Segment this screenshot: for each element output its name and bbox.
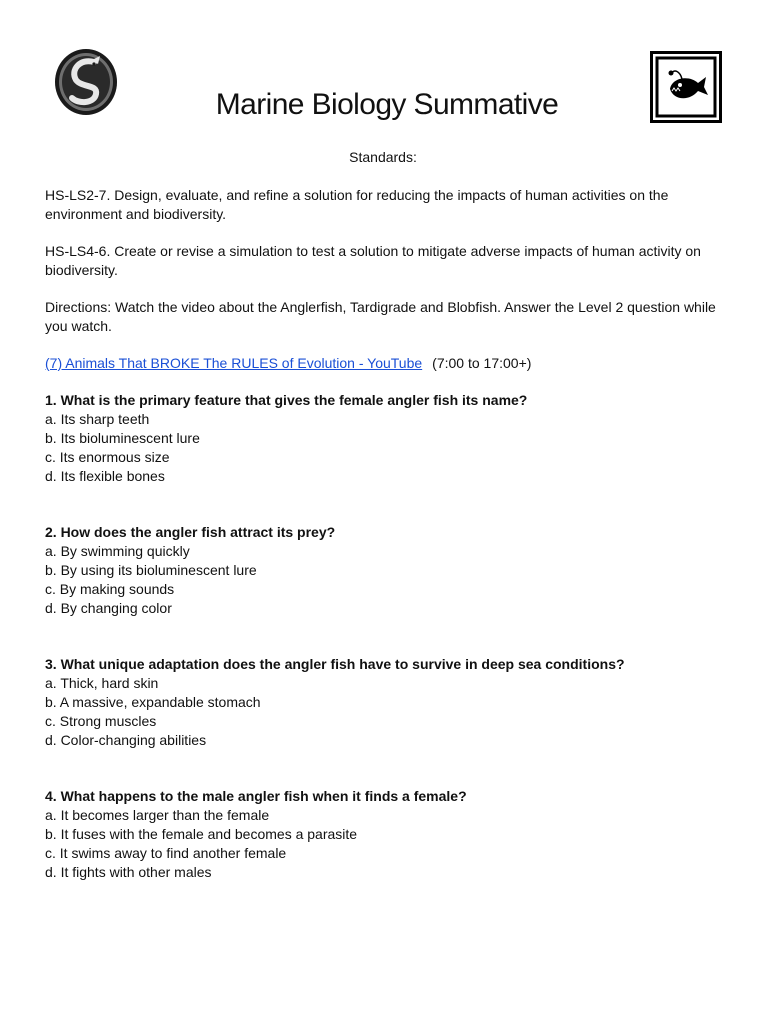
answer-option: a. It becomes larger than the female <box>45 807 270 823</box>
answer-option: b. It fuses with the female and becomes a parasite <box>45 826 358 842</box>
question-1 <box>45 391 725 486</box>
answer-option: d. Color-changing abilities <box>45 732 207 748</box>
answer-option: d. It fights with other males <box>45 864 212 880</box>
answer-option: d. By changing color <box>45 600 172 616</box>
video-timing: (7:00 to 17:00+) <box>432 355 532 371</box>
video-line <box>45 354 725 373</box>
question-text: 4. What happens to the male angler fish when it finds a female? <box>45 788 467 804</box>
answer-option: a. Its sharp teeth <box>45 411 150 427</box>
answer-option: c. It swims away to find another female <box>45 845 287 861</box>
page-title: Marine Biology Summative <box>215 88 559 121</box>
question-text: 2. How does the angler fish attract its prey? <box>45 524 336 540</box>
answer-option: d. Its flexible bones <box>45 468 165 484</box>
answer-option: c. By making sounds <box>45 581 175 597</box>
answer-option: c. Its enormous size <box>45 449 170 465</box>
standards-label: Standards: <box>349 149 417 165</box>
answer-option: a. By swimming quickly <box>45 543 190 559</box>
answer-option: b. A massive, expandable stomach <box>45 694 261 710</box>
question-4 <box>45 787 725 882</box>
question-text: 3. What unique adaptation does the angler fish have to survive in deep sea conditions? <box>45 656 625 672</box>
answer-option: b. By using its bioluminescent lure <box>45 562 257 578</box>
answer-option: b. Its bioluminescent lure <box>45 430 200 446</box>
question-2 <box>45 523 725 618</box>
answer-option: a. Thick, hard skin <box>45 675 159 691</box>
worksheet-content <box>45 186 725 919</box>
standard-ls2-7: HS-LS2-7. Design, evaluate, and refine a solution for reducing the impacts of human activities on the environment and biodiversity. <box>45 187 669 222</box>
video-link[interactable]: (7) Animals That BROKE The RULES of Evolution - YouTube <box>45 355 423 371</box>
question-text: 1. What is the primary feature that gives the female angler fish its name? <box>45 392 528 408</box>
answer-option: c. Strong muscles <box>45 713 157 729</box>
directions-text: Directions: Watch the video about the Anglerfish, Tardigrade and Blobfish. Answer the Level 2 question while you watch. <box>45 299 716 334</box>
anglerfish-icon <box>650 51 722 123</box>
question-3 <box>45 655 725 750</box>
standard-ls4-6: HS-LS4-6. Create or revise a simulation to test a solution to mitigate adverse impacts of human activity on biodiversity. <box>45 243 701 278</box>
